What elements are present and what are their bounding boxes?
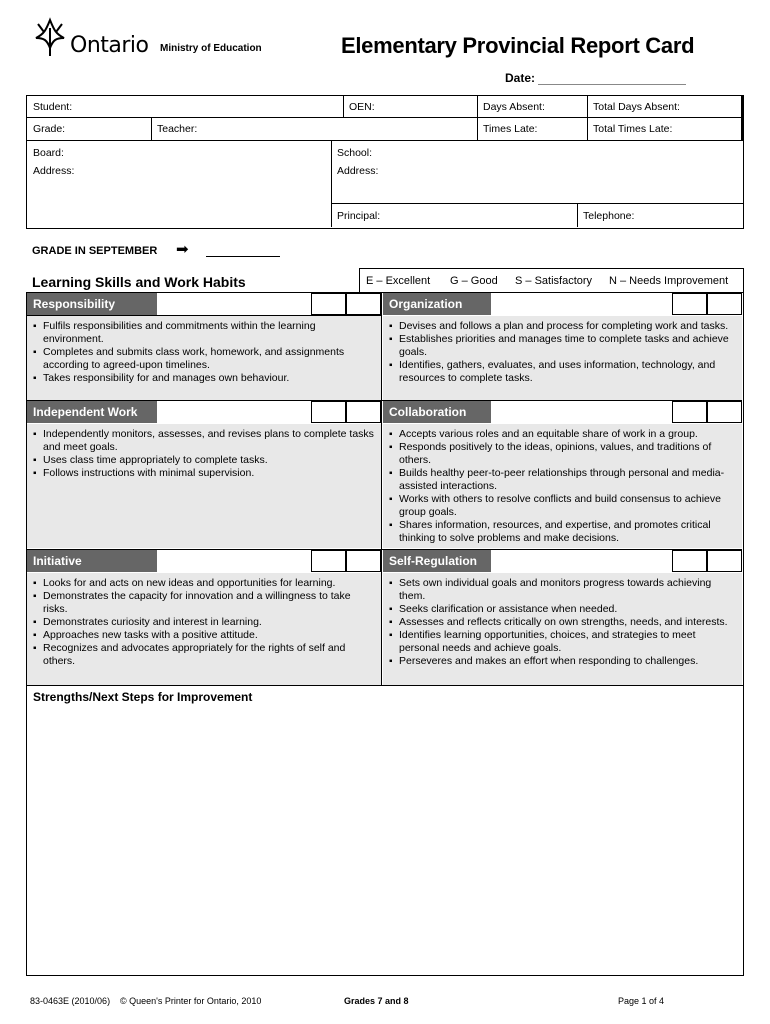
total-times-late-field[interactable]: Total Times Late:	[593, 123, 673, 135]
list-item: ▪ Takes responsibility for and manages own behaviour.	[33, 372, 377, 385]
board-field[interactable]: Board:	[33, 147, 64, 159]
legend-excellent: E – Excellent	[366, 275, 431, 287]
teacher-field[interactable]: Teacher:	[157, 123, 198, 135]
form-number: 83-0463E (2010/06)	[30, 996, 111, 1006]
list-item: ▪ Fulfils responsibilities and commitments within the learning environment.	[33, 320, 377, 346]
ontario-logo	[30, 16, 150, 64]
page-title: Elementary Provincial Report Card	[341, 33, 695, 58]
strengths-next-steps-area[interactable]	[26, 686, 744, 976]
collaboration-header: Collaboration	[383, 401, 491, 423]
list-item: ▪ Sets own individual goals and monitors progress towards achieving them.	[389, 577, 738, 603]
legend-needs-improvement: N – Needs Improvement	[609, 275, 729, 287]
self-regulation-rating-1[interactable]	[672, 550, 707, 572]
school-info-grid	[26, 141, 744, 229]
initiative-rating-1[interactable]	[311, 550, 346, 572]
date-label: Date:	[505, 71, 536, 85]
list-item: ▪ Looks for and acts on new ideas and opportunities for learning.	[33, 577, 377, 590]
organization-rating-1[interactable]	[672, 293, 707, 315]
student-info-grid	[26, 95, 744, 141]
self-regulation-rating-2[interactable]	[707, 550, 742, 572]
learning-skills-grid	[26, 292, 744, 686]
independent-work-rating-2[interactable]	[346, 401, 381, 423]
organization-rating-2[interactable]	[707, 293, 742, 315]
school-field[interactable]: School:	[337, 147, 373, 159]
times-late-field[interactable]: Times Late:	[483, 123, 538, 135]
total-days-absent-field[interactable]: Total Days Absent:	[593, 101, 680, 113]
list-item: ▪ Seeks clarification or assistance when needed.	[389, 603, 738, 616]
list-item: ▪ Follows instructions with minimal supervision.	[33, 467, 377, 480]
legend-satisfactory: S – Satisfactory	[515, 275, 593, 287]
grades-label: Grades 7 and 8	[344, 996, 409, 1006]
collaboration-list	[383, 424, 742, 548]
principal-field[interactable]: Principal:	[337, 210, 381, 222]
oen-field[interactable]: OEN:	[349, 101, 375, 113]
list-item: ▪ Responds positively to the ideas, opinions, values, and traditions of others.	[389, 441, 738, 467]
collaboration-rating-2[interactable]	[707, 401, 742, 423]
copyright: © Queen's Printer for Ontario, 2010	[120, 996, 262, 1006]
list-item: ▪ Completes and submits class work, homework, and assignments according to agreed-upon timelines.	[33, 346, 377, 372]
independent-work-list	[27, 424, 381, 548]
ministry-name: Ministry of Education	[160, 43, 262, 54]
initiative-rating-2[interactable]	[346, 550, 381, 572]
list-item: ▪ Demonstrates curiosity and interest in learning.	[33, 616, 377, 629]
list-item: ▪ Identifies, gathers, evaluates, and uses information, technology, and resources to complete tasks.	[389, 359, 738, 385]
list-item: ▪ Demonstrates the capacity for innovation and a willingness to take risks.	[33, 590, 377, 616]
collaboration-rating-1[interactable]	[672, 401, 707, 423]
days-absent-field[interactable]: Days Absent:	[483, 101, 545, 113]
initiative-list	[27, 573, 381, 685]
list-item: ▪ Perseveres and makes an effort when responding to challenges.	[389, 655, 738, 668]
list-item: ▪ Devises and follows a plan and process for completing work and tasks.	[389, 320, 738, 333]
self-regulation-list	[383, 573, 742, 685]
independent-work-rating-1[interactable]	[311, 401, 346, 423]
organization-header: Organization	[383, 293, 491, 315]
list-item: ▪ Independently monitors, assesses, and revises plans to complete tasks and meet goals.	[33, 428, 377, 454]
initiative-header: Initiative	[27, 550, 157, 572]
list-item: ▪ Shares information, resources, and expertise, and promotes critical thinking to solve problems and make decisions.	[389, 519, 738, 545]
page-number: Page 1 of 4	[618, 996, 665, 1006]
grade-in-september-field[interactable]	[206, 256, 280, 257]
list-item: ▪ Uses class time appropriately to complete tasks.	[33, 454, 377, 467]
independent-work-header: Independent Work	[27, 401, 157, 423]
grade-in-september-label: GRADE IN SEPTEMBER	[32, 245, 158, 257]
learning-skills-title: Learning Skills and Work Habits	[32, 274, 246, 290]
list-item: ▪ Establishes priorities and manages time to complete tasks and achieve goals.	[389, 333, 738, 359]
list-item: ▪ Recognizes and advocates appropriately for the rights of self and others.	[33, 642, 377, 668]
school-address-field[interactable]: Address:	[337, 165, 379, 177]
list-item: ▪ Identifies learning opportunities, choices, and strategies to meet personal needs and achieve goals.	[389, 629, 738, 655]
student-field[interactable]: Student:	[33, 101, 73, 113]
responsibility-header: Responsibility	[27, 293, 157, 315]
list-item: ▪ Works with others to resolve conflicts and build consensus to achieve group goals.	[389, 493, 738, 519]
organization-list	[383, 316, 742, 400]
logo-wordmark: Ontario	[70, 33, 149, 58]
list-item: ▪ Approaches new tasks with a positive attitude.	[33, 629, 377, 642]
responsibility-rating-1[interactable]	[311, 293, 346, 315]
responsibility-rating-2[interactable]	[346, 293, 381, 315]
strengths-title: Strengths/Next Steps for Improvement	[33, 690, 253, 704]
list-item: ▪ Builds healthy peer-to-peer relationships through personal and media-assisted interactions.	[389, 467, 738, 493]
date-field[interactable]	[538, 84, 686, 85]
grade-field[interactable]: Grade:	[33, 123, 66, 135]
rating-legend	[359, 268, 744, 292]
list-item: ▪ Accepts various roles and an equitable share of work in a group.	[389, 428, 738, 441]
self-regulation-header: Self-Regulation	[383, 550, 491, 572]
arrow-right-icon: ➡	[176, 241, 189, 258]
trillium-icon	[30, 16, 70, 58]
address-field[interactable]: Address:	[33, 165, 75, 177]
telephone-field[interactable]: Telephone:	[583, 210, 635, 222]
responsibility-list	[27, 316, 381, 400]
list-item: ▪ Assesses and reflects critically on own strengths, needs, and interests.	[389, 616, 738, 629]
legend-good: G – Good	[450, 275, 498, 287]
